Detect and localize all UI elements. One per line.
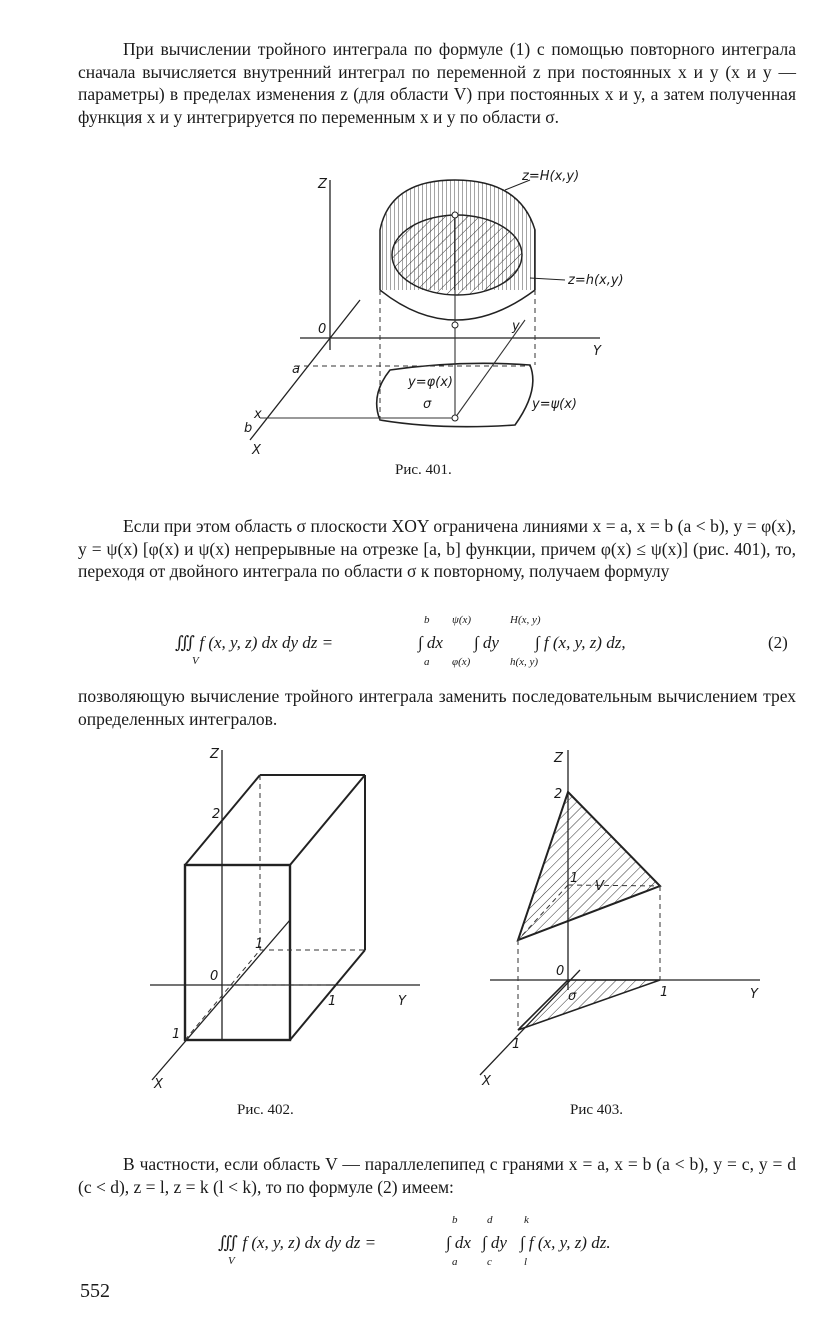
y-axis-label: Y [750,987,758,1002]
formula-3-int2: ∫ dy [482,1233,507,1252]
figure-401-caption: Рис. 401. [395,462,452,478]
y-axis-label: Y [398,994,406,1009]
figure-403 [470,740,770,1090]
y-axis-label: Y [593,344,601,359]
formula-2-int2: ∫ dy [474,633,499,652]
z-axis-label: Z [210,747,219,762]
y1-label: 1 [328,994,337,1009]
formula-2-int2-lower: φ(x) [452,656,471,668]
figure-402-caption: Рис. 402. [237,1102,294,1118]
sigma-label: σ [568,989,577,1004]
figure-401 [230,160,650,460]
x-axis-line [250,300,360,440]
x-label: x [254,407,262,422]
formula-2-int1-upper: b [424,614,430,626]
hatched-section [392,215,522,295]
b-label: b [244,421,253,436]
x-axis-label: X [252,443,261,458]
formula-3-int3-upper: k [524,1214,529,1226]
z1-label: 1 [570,871,579,886]
psi-curve-label: y=ψ(x) [532,397,577,412]
formula-2-lhs: ∭ f (x, y, z) dx dy dz = [175,633,334,652]
sigma-label: σ [423,397,432,412]
page-number: 552 [80,1280,110,1302]
formula-2-number: (2) [768,633,788,652]
formula-2-int3-lower: h(x, y) [510,656,539,668]
lower-surface-label: z=h(x,y) [568,273,624,288]
phi-curve-label: y=φ(x) [408,375,453,390]
y1-label: 1 [660,985,669,1000]
formula-3-int2-upper: d [487,1214,493,1226]
formula-2-int1: ∫ dx [418,633,443,652]
paragraph-2: Если при этом область σ плоскости XOY ограничена линиями x = a, x = b (a < b), y = φ(x), y = ψ(x) [φ(x) и ψ(x) непрерывные на отрезке [a, b] функции, причем φ(x) ≤ ψ(x)] (рис. 401), то, переходя от двойного интеграла по области σ к повторному, получаем формулу [78,516,796,581]
z-axis-label: Z [318,177,327,192]
a-label: a [292,362,300,377]
z2-label: 2 [554,787,563,802]
figure-403-caption: Рис 403. [570,1102,624,1118]
x-axis-label: X [482,1074,491,1089]
paragraph-4: В частности, если область V — параллелепипед с гранями x = a, x = b (a < b), y = c, y = d (c < d), z = l, z = k (l < k), то по формуле (2) имеем: [78,1154,796,1197]
formula-3-lhs-sub: V [228,1255,235,1267]
formula-2-int1-lower: a [424,656,430,668]
x-axis-label: X [154,1077,163,1092]
upper-surface-label: z=H(x,y) [522,169,580,184]
origin-label: 0 [318,322,327,337]
figure-402 [140,740,430,1090]
origin-label: 0 [556,964,565,979]
formula-3-lhs: ∭ f (x, y, z) dx dy dz = [218,1233,377,1252]
origin-label: 0 [210,969,219,984]
z-axis-label: Z [554,751,563,766]
formula-3-int1-upper: b [452,1214,458,1226]
formula-3-int3-lower: l [524,1256,528,1268]
z2-label: 2 [212,807,221,822]
x1-label: 1 [172,1027,181,1042]
formula-2-int3: ∫ f (x, y, z) dz, [535,633,626,652]
v-label: V [595,879,604,894]
formula-3-int2-lower: c [487,1256,492,1268]
formula-3-int1: ∫ dx [446,1233,471,1252]
formula-2-lhs-sub: V [192,655,199,667]
formula-3-int3: ∫ f (x, y, z) dz. [520,1233,611,1252]
y-label: y [512,319,520,334]
paragraph-1: При вычислении тройного интеграла по формуле (1) с помощью повторного интеграла сначала вычисляется внутренний интеграл по переменной z при постоянных x и y (x и y — параметры) в пределах изменения z (для области V) при постоянных x и y, а затем полученная функция x и y интегрируется по переменным x и y по области σ. [78,39,796,127]
paragraph-3: позволяющую вычисление тройного интеграла заменить последовательным вычислением трех определенных интегралов. [78,686,796,729]
back1-label: 1 [255,937,264,952]
formula-2-int3-upper: H(x, y) [510,614,541,626]
formula-2-int2-upper: ψ(x) [452,614,472,626]
x1-label: 1 [512,1037,521,1052]
formula-3-int1-lower: a [452,1256,458,1268]
